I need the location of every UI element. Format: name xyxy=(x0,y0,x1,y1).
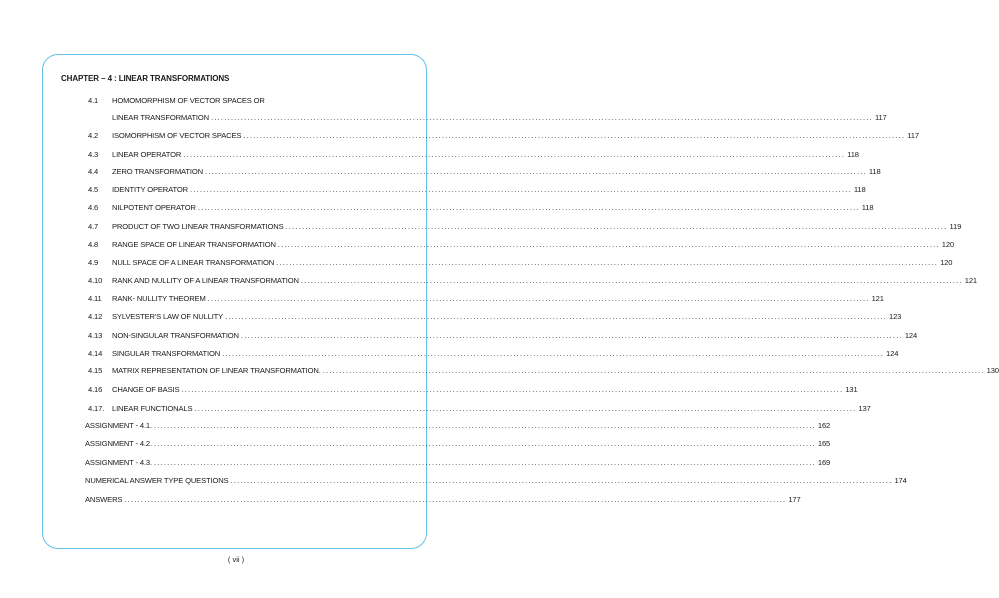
toc-entry-title: NULL SPACE OF A LINEAR TRANSFORMATION xyxy=(112,258,275,267)
toc-entry-page: 124 xyxy=(886,349,899,358)
dot-leader: ........................................................................................................................................................................................................ xyxy=(285,222,948,231)
toc-entry xyxy=(88,257,953,269)
toc-entry xyxy=(85,494,801,506)
toc-entry-number: 4.4 xyxy=(88,167,99,176)
toc-entry xyxy=(88,311,902,323)
toc-entry-number: 4.14 xyxy=(88,349,103,358)
toc-entry-title: NUMERICAL ANSWER TYPE QUESTIONS xyxy=(85,476,229,485)
dot-leader: ........................................................................................................................................................................................................ xyxy=(225,312,888,321)
dot-leader: ........................................................................................................................................................................................................ xyxy=(207,294,870,303)
toc-entry-number: 4.12 xyxy=(88,312,103,321)
toc-entry xyxy=(85,457,831,469)
toc-entry-page: 118 xyxy=(847,150,859,159)
toc-entry-title: ISOMORPHISM OF VECTOR SPACES xyxy=(112,131,242,140)
toc-entry-number: 4.7 xyxy=(88,222,99,231)
toc-entry-title: ZERO TRANSFORMATION xyxy=(112,167,203,176)
dot-leader: ........................................................................................................................................................................................................ xyxy=(197,203,860,212)
toc-entry-page: 121 xyxy=(871,294,884,303)
dot-leader: ........................................................................................................................................................................................................ xyxy=(124,495,787,504)
dot-leader: ........................................................................................................................................................................................................ xyxy=(300,276,963,285)
dot-leader: ........................................................................................................................................................................................................ xyxy=(189,185,852,194)
chapter-title: CHAPTER – 4 : LINEAR TRANSFORMATIONS xyxy=(61,74,230,83)
toc-entry-title: MATRIX REPRESENTATION OF LINEAR TRANSFORMATION. xyxy=(112,366,321,375)
toc-entry-title: PRODUCT OF TWO LINEAR TRANSFORMATIONS xyxy=(112,222,284,231)
toc-entry-number: 4.3 xyxy=(88,150,99,159)
toc-entry-title: NILPOTENT OPERATOR xyxy=(112,203,196,212)
toc-entry-title: RANK- NULLITY THEOREM xyxy=(112,294,206,303)
toc-entry-title: NON-SINGULAR TRANSFORMATION xyxy=(112,331,239,340)
dot-leader: ........................................................................................................................................................................................................ xyxy=(276,258,939,267)
toc-entry xyxy=(88,95,404,107)
toc-entry xyxy=(88,239,954,251)
toc-entry-title: HOMOMORPHISM OF VECTOR SPACES OR xyxy=(112,96,265,105)
toc-entry xyxy=(88,330,918,342)
toc-entry xyxy=(88,221,962,233)
toc-entry-title: SINGULAR TRANSFORMATION xyxy=(112,349,221,358)
toc-entry xyxy=(88,130,919,142)
toc-entry-number: 4.15 xyxy=(88,366,103,375)
toc-entry-page: 121 xyxy=(964,276,978,285)
dot-leader: ........................................................................................................................................................................................................ xyxy=(153,439,816,448)
toc-entry-page: 131 xyxy=(845,385,858,394)
toc-entry xyxy=(85,475,907,487)
toc-entry-title: RANGE SPACE OF LINEAR TRANSFORMATION xyxy=(112,240,276,249)
dot-leader: ........................................................................................................................................................................................................ xyxy=(211,113,873,122)
toc-entry-number: 4.6 xyxy=(88,203,99,212)
toc-entry-title: ASSIGNMENT - 4.2. xyxy=(85,439,152,448)
toc-entry xyxy=(88,348,899,360)
toc-entry-page: 177 xyxy=(788,495,801,504)
toc-entry-number: 4.9 xyxy=(88,258,99,267)
toc-entry xyxy=(88,112,887,124)
dot-leader: ........................................................................................................................................................................................................ xyxy=(181,385,844,394)
dot-leader: ........................................................................................................................................................................................................ xyxy=(277,240,940,249)
dot-leader: ........................................................................................................................................................................................................ xyxy=(243,131,906,140)
toc-entry-title: ASSIGNMENT - 4.1. xyxy=(85,421,152,430)
toc-entry-title: SYLVESTER'S LAW OF NULLITY xyxy=(112,312,224,321)
toc-entry-number: 4.11 xyxy=(88,294,102,303)
toc-entry xyxy=(85,420,831,432)
toc-entry-page: 120 xyxy=(941,240,954,249)
dot-leader: ........................................................................................................................................................................................................ xyxy=(230,476,893,485)
toc-entry-title: RANK AND NULLITY OF A LINEAR TRANSFORMATION xyxy=(112,276,299,285)
dot-leader: ........................................................................................................................................................................................................ xyxy=(153,421,816,430)
toc-entry-number: 4.13 xyxy=(88,331,103,340)
toc-entry-page: 117 xyxy=(874,113,887,122)
toc-entry-title: CHANGE OF BASIS xyxy=(112,385,180,394)
toc-entry xyxy=(88,184,866,196)
toc-entry-page: 119 xyxy=(949,222,962,231)
toc-entry xyxy=(88,384,858,396)
toc-entry-page: 117 xyxy=(907,131,919,140)
dot-leader: ........................................................................................................................................................................................................ xyxy=(183,150,846,159)
dot-leader: ........................................................................................................................................................................................................ xyxy=(204,167,867,176)
dot-leader: ........................................................................................................................................................................................................ xyxy=(222,349,885,358)
toc-entry-page: 130 xyxy=(986,366,999,375)
page-number: ( vii ) xyxy=(227,555,245,564)
toc-entry-page: 165 xyxy=(817,439,831,448)
toc-entry-title: LINEAR FUNCTIONALS xyxy=(112,404,193,413)
toc-entry-page: 120 xyxy=(940,258,953,267)
toc-entry xyxy=(88,166,881,178)
toc-entry xyxy=(85,438,831,450)
toc-entry-page: 118 xyxy=(861,203,874,212)
toc-entry-number: 4.17. xyxy=(88,404,105,413)
toc-entry-page: 174 xyxy=(894,476,907,485)
toc-entry-number: 4.5 xyxy=(88,185,99,194)
toc-entry-title: LINEAR OPERATOR xyxy=(112,150,182,159)
toc-entry xyxy=(88,149,859,161)
toc-entry-page: 162 xyxy=(817,421,831,430)
dot-leader: ........................................................................................................................................................................................................ xyxy=(240,331,903,340)
toc-entry-number: 4.2 xyxy=(88,131,99,140)
dot-leader: ........................................................................................................................................................................................................ xyxy=(194,404,857,413)
toc-entry xyxy=(88,275,978,287)
toc-entry-page: 169 xyxy=(817,458,831,467)
toc-entry-title: ANSWERS xyxy=(85,495,123,504)
toc-entry-title: LINEAR TRANSFORMATION xyxy=(112,113,209,122)
toc-entry xyxy=(88,403,871,415)
toc-entry-page: 118 xyxy=(853,185,866,194)
toc-entry-number: 4.8 xyxy=(88,240,99,249)
toc-entry xyxy=(88,365,999,377)
toc-entry-number: 4.10 xyxy=(88,276,103,285)
dot-leader: ........................................................................................................................................................................................................ xyxy=(153,458,816,467)
toc-entry-page: 137 xyxy=(858,404,871,413)
toc-entry-number: 4.1 xyxy=(88,96,99,105)
toc-entry-number: 4.16 xyxy=(88,385,103,394)
toc-entry-title: ASSIGNMENT - 4.3. xyxy=(85,458,152,467)
toc-entry-page: 123 xyxy=(889,312,902,321)
toc-entry-page: 124 xyxy=(904,331,918,340)
dot-leader: ........................................................................................................................................................................................................ xyxy=(322,366,985,375)
toc-entry xyxy=(88,202,874,214)
toc-entry xyxy=(88,293,884,305)
toc-entry-page: 118 xyxy=(868,167,881,176)
toc-entry-title: IDENTITY OPERATOR xyxy=(112,185,188,194)
